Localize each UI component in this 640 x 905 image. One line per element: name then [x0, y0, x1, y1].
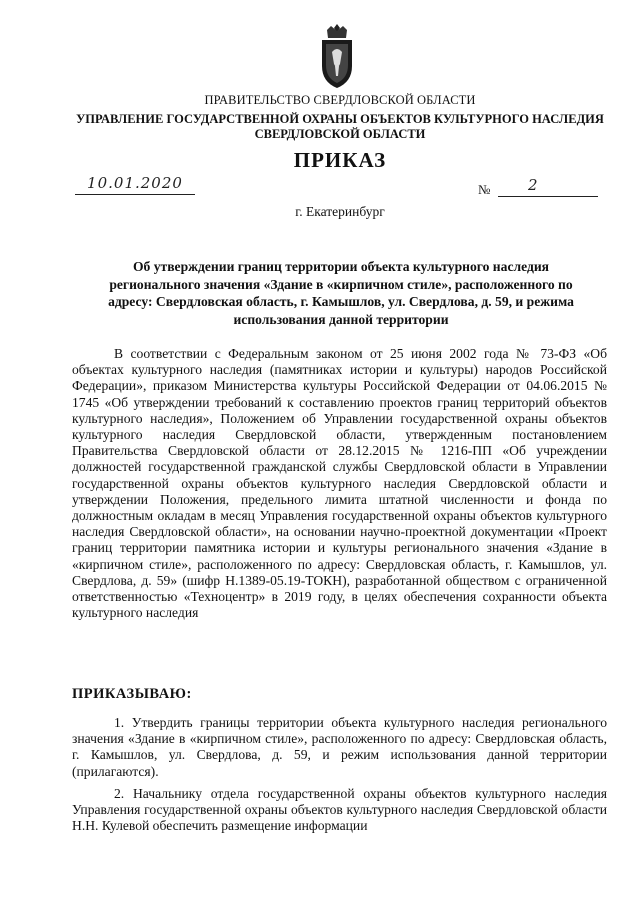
- order-item-1: 1. Утвердить границы территории объекта культурного наследия регионального значения «Здание в «кирпичном стиле», расположенного по адресу: Свердловская область, г. Камышлов, ул. Свердлова, д. 59, и режим использования данной территории (прилагаются).: [72, 715, 607, 779]
- department-name: УПРАВЛЕНИЕ ГОСУДАРСТВЕННОЙ ОХРАНЫ ОБЪЕКТОВ КУЛЬТУРНОГО НАСЛЕДИЯ СВЕРДЛОВСКОЙ ОБЛАСТИ: [76, 112, 604, 141]
- city: г. Екатеринбург: [295, 204, 385, 219]
- order-subject: Об утверждении границ территории объекта культурного наследия регионального значения «Здание в «кирпичном стиле», расположенного по адресу: Свердловская область, г. Камышлов, ул. Свердлова, д. 59, и режима использования данной территории: [108, 259, 574, 327]
- preamble: [72, 346, 607, 621]
- handwritten-number: 2: [528, 176, 538, 194]
- handwritten-date: 10.01.2020: [87, 174, 183, 192]
- date-field: [75, 174, 195, 196]
- preamble-paragraph: В соответствии с Федеральным законом от 25 июня 2002 года № 73-ФЗ «Об объектах культурного наследия (памятниках истории и культуры) народов Российской Федерации», приказом Министерства культуры Российской Федерации от 04.06.2015 № 1745 «Об утверждении требований к составлению проектов границ территорий объектов культурного наследия», Положением об Управлении государственной охраны объектов культурного наследия Свердловской области, утвержденным постановлением Правительства Свердловской области от 28.12.2015 № 1216-ПП «Об учреждении должностей государственной гражданской службы Свердловской области в Управлении государственной охраны объектов культурного наследия Свердловской области и утверждении Положения, предельного лимита штатной численности и фонда по должностным окладам в месяц Управления государственной охраны объектов культурного наследия Свердловской области», на основании научно-проектной документации «Проект границ территории памятника истории и культуры регионального значения «Здание в «кирпичном стиле», расположенного по адресу: Свердловская область, г. Камышлов, ул. Свердлова, д. 59» (шифр Н.1389-05.19-ТОКН), разработанной обществом с ограниченной ответственностью «Техноцентр» в 2019 году, в целях обеспечения сохранности объекта культурного наследия: [72, 346, 607, 621]
- order-items: [72, 715, 607, 840]
- number-field: [478, 178, 598, 198]
- number-sign: №: [478, 182, 491, 197]
- date-underline: [75, 194, 195, 195]
- number-underline: [498, 196, 598, 197]
- coat-of-arms-icon: [318, 22, 356, 90]
- document-title: ПРИКАЗ: [293, 148, 387, 172]
- order-item-2: 2. Начальнику отдела государственной охраны объектов культурного наследия Управления государственной охраны объектов культурного наследия Свердловской области Н.Н. Кулевой обеспечить размещение информации: [72, 785, 607, 834]
- government-name: ПРАВИТЕЛЬСТВО СВЕРДЛОВСКОЙ ОБЛАСТИ: [204, 93, 476, 107]
- order-word: ПРИКАЗЫВАЮ:: [72, 686, 192, 702]
